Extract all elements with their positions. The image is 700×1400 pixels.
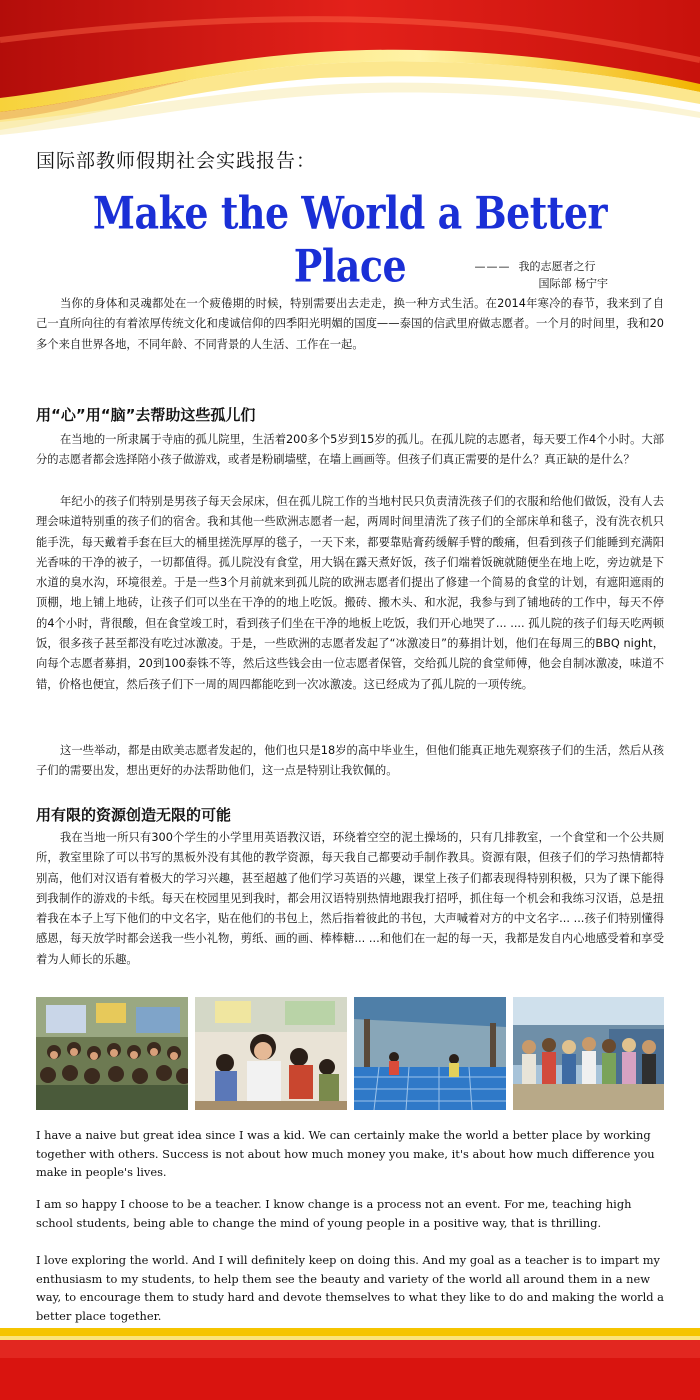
bottom-banner xyxy=(0,1328,700,1400)
intro-paragraph: 当你的身体和灵魂都处在一个疲倦期的时候，特别需要出去走走，换一种方式生活。在2014年寒冷的春节，我来到了自己一直所向往的有着浓厚传统文化和虔诚信仰的四季阳光明媚的国度——泰国的信武里府做志愿者。一个月的时间里，我和20多个来自世界各地，不同年龄、不同背景的人生活、工作在一起。 xyxy=(36,297,664,351)
photo-strip xyxy=(36,997,664,1110)
english-paragraph-1: I have a naive but great idea since I was a kid. We can certainly make the world a better place by working together with others. Success is not about how much money you make, it's about how much difference you make in people's lives. xyxy=(36,1128,655,1179)
section1-paragraph-1: 在当地的一所隶属于寺庙的孤儿院里，生活着200多个5岁到15岁的孤儿。在孤儿院的志愿者，每天要工作4个小时。大部分的志愿者都会选择陪小孩子做游戏，或者是粉刷墙壁，在墙上画画等。但孩子们真正需要的是什么？真正缺的是什么？ xyxy=(36,433,664,467)
content-area xyxy=(36,146,664,966)
english-paragraph-3: I love exploring the world. And I will definitely keep on doing this. And my goal as a teacher is to impart my enthusiasm to my students, to help them see the beauty and variety of the world all around them in a new way, to encourage them to study hard and devote themselves to what they like to do and making the world a better place together. xyxy=(36,1253,664,1323)
section2-paragraph-1: 我在当地一所只有300个学生的小学里用英语教汉语，环绕着空空的泥土操场的，只有几排教室，一个食堂和一个公共厕所，教室里除了可以书写的黑板外没有其他的教学资源，每天我自己都要动手制作教具。资源有限，但孩子们的学习热情都特别高，他们对汉语有着极大的学习兴趣，甚至超越了他们学习英语的兴趣，课堂上孩子们都表现得特别积极，只为了课下能得到我制作的游戏的卡纸。每天在校园里见到我时，都会用汉语特别热情地跟我打招呼，抓住每一个机会和我练习汉语，总是扭着我在本子上写下他们的中文名字，贴在他们的书包上，然后指着彼此的书包，大声喊着对方的中文名字... ...孩子们特别懂得感恩，每天放学时都会送我一些小礼物，剪纸、画的画、棒棒糖... ...和他们在一起的每一天，我都是发自内心地感受着和享受着为人师长的乐趣。 xyxy=(36,831,664,966)
report-heading: 国际部教师假期社会实践报告： xyxy=(36,150,317,172)
english-paragraph-2: I am so happy I choose to be a teacher. I know change is a process not an event. For me, teaching high school students, being able to change the mind of young people in a positive way, that is thrilling. xyxy=(36,1197,632,1230)
byline-subtitle: 我的志愿者之行 xyxy=(518,260,596,273)
photo-volunteer-with-kids xyxy=(195,997,347,1110)
byline xyxy=(475,258,609,292)
section1-paragraph-2: 年纪小的孩子们特别是男孩子每天会尿床，但在孤儿院工作的当地村民只负责清洗孩子们的衣服和给他们做饭，没有人去理会味道特别重的孩子们的宿舍。我和其他一些欧洲志愿者一起，两周时间里清洗了孩子们的全部床单和毯子，没有洗衣机只能手洗，每天戴着手套在巨大的桶里搓洗厚厚的毯子，一天下来，都要靠贴膏药缓解手臂的酸痛，但看到孩子们能睡到充满阳光香味的干净的被子，一切都值得。孤儿院没有食堂，用大锅在露天煮好饭，孩子们端着饭碗就随便坐在地上吃，旁边就是下水道的臭水沟，环境很差。于是一些3个月前就来到孤儿院的欧洲志愿者们提出了修建一个简易的食堂的计划，有遮阳遮雨的顶棚，地上铺上地砖，让孩子们可以坐在干净的的地上吃饭。搬砖、搬木头、和水泥，我参与到了铺地砖的工作中，每天不停的4个小时，背很酸，但在食堂竣工时，看到孩子们坐在干净的地板上吃饭，我们开心地哭了... .... 孤儿院的孩子们每天吃两顿饭，很多孩子甚至都没有吃过冰激凌。于是，一些欧洲的志愿者发起了“冰激凌日”的募捐计划，他们在每周三的BBQ night，向每个志愿者募捐，20到100泰铢不等，然后这些钱会由一位志愿者保管，交给孤儿院的食堂师傅，他会自制冰激凌，味道不错，价格也便宜，然后孩子们下一周的周四都能吃到一次冰激凌。这已经成为了孤儿院的一项传统。 xyxy=(36,495,664,691)
byline-dash: ——— xyxy=(474,260,511,273)
photo-canteen-floor xyxy=(354,997,506,1110)
top-wave-banner xyxy=(0,0,700,135)
byline-author: 国际部 杨宁宇 xyxy=(538,277,608,290)
section2-title: 用有限的资源创造无限的可能 xyxy=(36,806,232,824)
main-title: Make the World a Better Place xyxy=(92,186,608,293)
section1-title: 用“心”用“脑”去帮助这些孤儿们 xyxy=(36,406,256,424)
photo-children-classroom xyxy=(36,997,188,1110)
section1-paragraph-3: 这一些举动，都是由欧美志愿者发起的，他们也只是18岁的高中毕业生，但他们能真正地先观察孩子们的生活，然后从孩子们的需要出发，想出更好的办法帮助他们，这一点是特别让我钦佩的。 xyxy=(36,744,664,778)
photo-volunteer-group xyxy=(513,997,664,1110)
